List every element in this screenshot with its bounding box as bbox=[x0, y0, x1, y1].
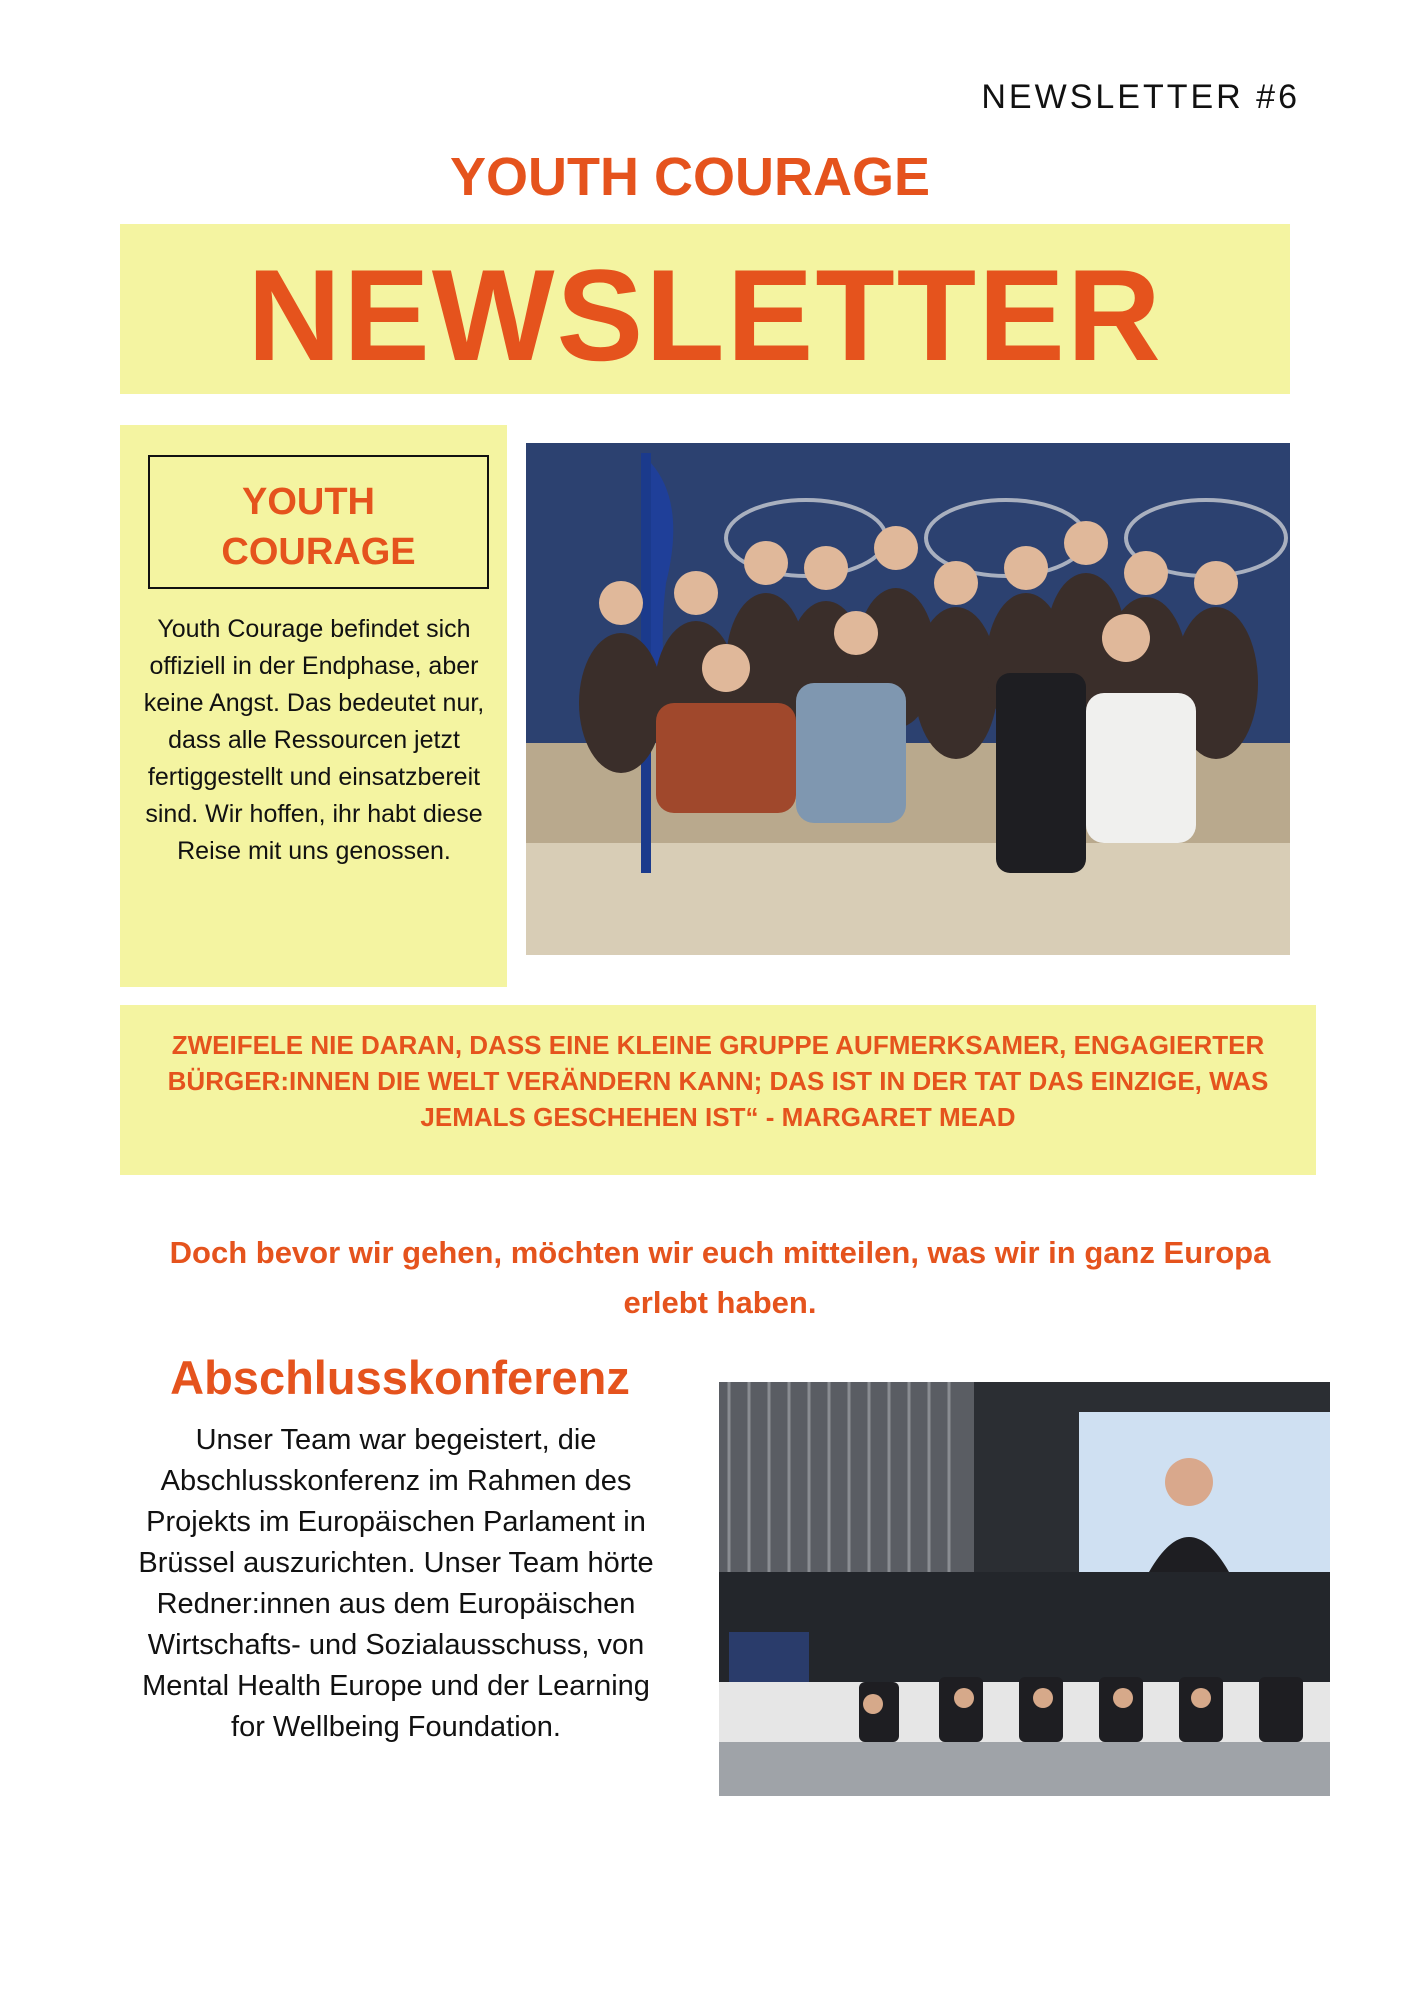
quote-text: ZWEIFELE NIE DARAN, DASS EINE KLEINE GRUPPE AUFMERKSAMER, ENGAGIERTER BÜRGER:INNEN DIE WELT VERÄNDERN KANN; DAS IST IN DER TAT DAS EINZIGE, WAS JEMALS GESCHEHEN IST“ - MARGARET MEAD bbox=[167, 1030, 1269, 1132]
intro-title bbox=[150, 477, 487, 577]
intro-title-line2: COURAGE bbox=[221, 531, 416, 573]
conference-photo bbox=[719, 1382, 1330, 1796]
section-title: Abschlusskonferenz bbox=[170, 1351, 630, 1404]
issue-label: NEWSLETTER #6 bbox=[981, 78, 1300, 116]
intro-title-frame bbox=[148, 455, 489, 589]
section-text: Unser Team war begeistert, die Abschlusskonferenz im Rahmen des Projekts im Europäischen Parlament in Brüssel auszurichten. Unser Team hörte Redner:innen aus dem Europäischen Wirtschafts- und Sozialausschuss, von Mental Health Europe und der Learning for Wellbeing Foundation. bbox=[138, 1424, 654, 1743]
intro-title-line1: YOUTH bbox=[242, 481, 375, 523]
intro-text: Youth Courage befindet sich offiziell in der Endphase, aber keine Angst. Das bedeutet nur, dass alle Ressourcen jetzt fertiggestellt und einsatzbereit sind. Wir hoffen, ihr habt diese Reise mit uns genossen. bbox=[143, 615, 485, 865]
masthead bbox=[120, 224, 1290, 394]
conference-photo-illustration bbox=[719, 1382, 1330, 1796]
quote-box bbox=[120, 1005, 1316, 1175]
brand-title: YOUTH COURAGE bbox=[449, 147, 930, 207]
masthead-title: NEWSLETTER bbox=[247, 242, 1163, 388]
group-photo bbox=[526, 443, 1290, 955]
intro-box bbox=[120, 425, 507, 987]
group-photo-illustration bbox=[526, 443, 1290, 955]
lead-text: Doch bevor wir gehen, möchten wir euch mitteilen, was wir in ganz Europa erlebt haben. bbox=[169, 1235, 1271, 1320]
